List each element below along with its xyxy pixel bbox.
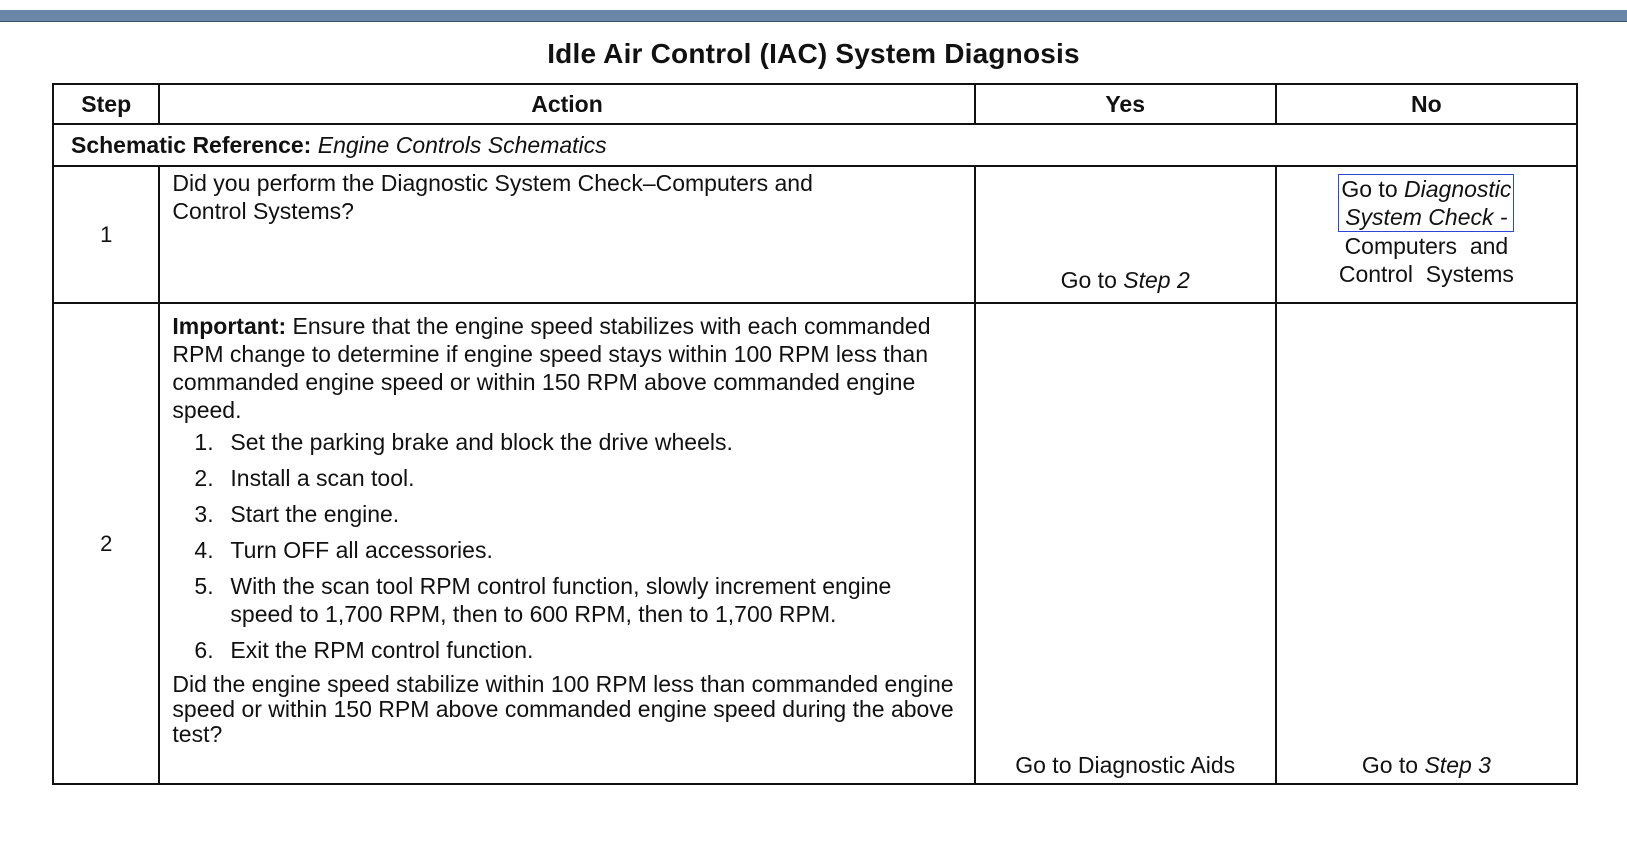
goto-step-3-link[interactable]: Step 3: [1424, 752, 1491, 778]
substep-text: Turn OFF all accessories.: [230, 537, 493, 563]
substep-number: 2.: [194, 465, 214, 491]
schematic-label: Schematic Reference:: [71, 131, 312, 158]
important-note: [172, 306, 961, 424]
schematic-reference-row: [53, 124, 1577, 166]
header-action: Action: [159, 84, 974, 124]
important-text: Ensure that the engine speed stabilizes with each commanded RPM change to determine if engine speed stays within 100 RPM less than commanded engine speed or within 150 RPM above commanded engine speed.: [172, 313, 931, 423]
diagnosis-table: [52, 83, 1578, 785]
list-item: [172, 636, 961, 664]
no-cell: [1276, 303, 1577, 784]
link-line-2: System Check -: [1345, 204, 1508, 230]
goto-step-2-link[interactable]: Step 2: [1123, 267, 1190, 293]
header-yes: Yes: [975, 84, 1276, 124]
action-text: [159, 166, 974, 303]
top-banner-bar: [0, 10, 1627, 22]
header-no: No: [1276, 84, 1577, 124]
substep-text: Start the engine.: [230, 501, 400, 527]
yes-cell: [975, 166, 1276, 303]
substep-text: Set the parking brake and block the drive wheels.: [230, 429, 733, 455]
substep-number: 6.: [194, 637, 214, 663]
substep-list: [172, 428, 961, 664]
schematic-link[interactable]: Engine Controls Schematics: [317, 131, 607, 158]
link-line-1: Diagnostic: [1404, 176, 1512, 202]
no-prefix: Go to: [1341, 176, 1405, 202]
substep-number: 4.: [194, 537, 214, 563]
substep-number: 1.: [194, 429, 214, 455]
substep-number: 3.: [194, 501, 214, 527]
list-item: [172, 572, 961, 628]
table-row: [53, 166, 1577, 303]
table-header-row: [53, 84, 1577, 124]
step-number: 1: [53, 166, 159, 303]
diagnostic-system-check-link[interactable]: [1338, 174, 1514, 232]
substep-number: 5.: [194, 573, 214, 599]
substep-text: Exit the RPM control function.: [230, 637, 534, 663]
header-step: Step: [53, 84, 159, 124]
important-label: Important:: [172, 313, 287, 339]
list-item: [172, 464, 961, 492]
schematic-reference: [53, 124, 1577, 166]
list-item: [172, 500, 961, 528]
substep-text: With the scan tool RPM control function, slowly increment engine speed to 1,700 RPM, then to 600 RPM, then to 1,700 RPM.: [230, 573, 892, 627]
step1-question: Did you perform the Diagnostic System Check–Computers and Control Systems?: [172, 170, 813, 224]
yes-cell: [975, 303, 1276, 784]
goto-diagnostic-aids-link[interactable]: Go to Diagnostic Aids: [1015, 752, 1236, 778]
substep-text: Install a scan tool.: [230, 465, 415, 491]
no-cell: [1276, 166, 1577, 303]
list-item: [172, 428, 961, 456]
table-row: [53, 303, 1577, 784]
step2-question: Did the engine speed stabilize within 100 RPM less than commanded engine speed or within 150 RPM above commanded engine speed during the above test?: [172, 671, 954, 747]
list-item: [172, 536, 961, 564]
step-number: 2: [53, 303, 159, 784]
no-rest-text: Computers and Control Systems: [1338, 233, 1515, 287]
action-text: [159, 303, 974, 784]
no-prefix: Go to: [1361, 752, 1425, 778]
page-title: Idle Air Control (IAC) System Diagnosis: [547, 38, 1080, 69]
yes-prefix: Go to: [1060, 267, 1124, 293]
